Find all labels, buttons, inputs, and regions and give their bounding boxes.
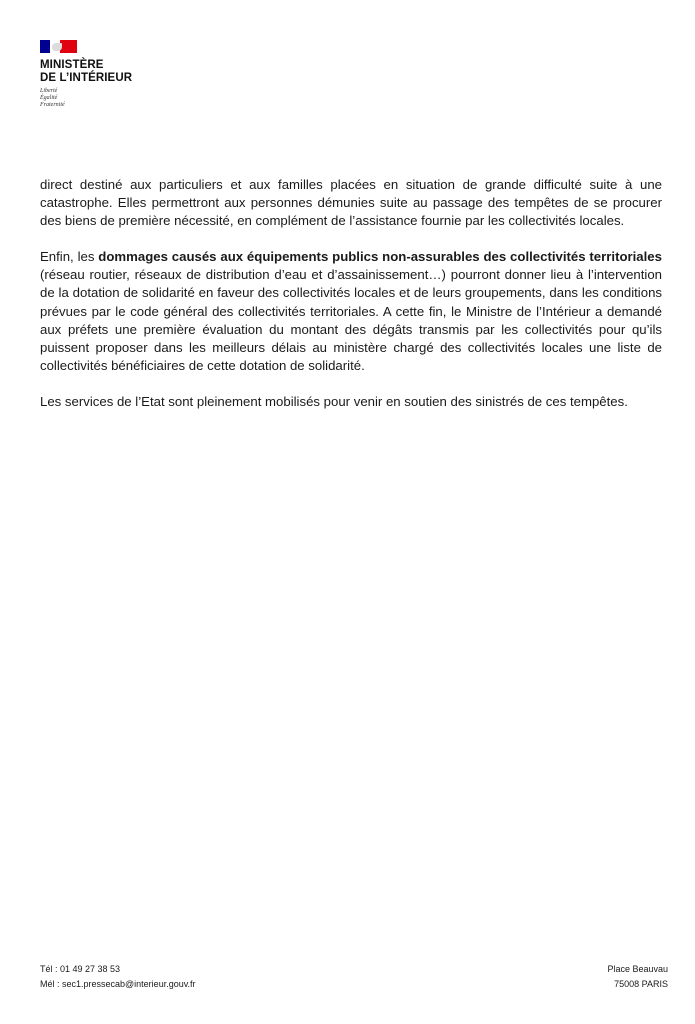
- footer-contact: [40, 962, 196, 992]
- paragraph-2: [40, 248, 662, 375]
- paragraph-2-start: Enfin, les: [40, 249, 99, 265]
- footer-address: [607, 962, 668, 992]
- ministry-name: [40, 59, 132, 85]
- ministry-name-line2: DE L’INTÉRIEUR: [40, 72, 133, 84]
- ministry-logo-block: [40, 40, 132, 109]
- footer-address-line1: Place Beauvau: [607, 964, 668, 974]
- ministry-name-line1: MINISTÈRE: [40, 59, 104, 71]
- document-body: [40, 176, 662, 429]
- paragraph-1: direct destiné aux particuliers et aux familles placées en situation de grande difficulté suite à une catastrophe. Elles permettront aux personnes démunies suite au passage des tempêtes de se procurer des biens de première nécessité, en complément de l’assistance fournie par les collectivités locales.: [40, 177, 662, 229]
- republic-motto: [40, 88, 132, 109]
- motto-egalite: Égalité: [40, 95, 58, 101]
- paragraph-3: Les services de l’Etat sont pleinement mobilisés pour venir en soutien des sinistrés de ces tempêtes.: [40, 393, 628, 409]
- motto-fraternite: Fraternité: [40, 102, 65, 108]
- french-flag-icon: [40, 40, 77, 53]
- footer-phone: Tél : 01 49 27 38 53: [40, 964, 121, 974]
- footer-email: Mél : sec1.pressecab@interieur.gouv.fr: [40, 979, 196, 989]
- paragraph-2-bold: dommages causés aux équipements publics non-assurables des collectivités territoriales: [98, 249, 662, 265]
- motto-liberte: Liberté: [40, 88, 58, 94]
- footer-address-line2: 75008 PARIS: [614, 979, 668, 989]
- paragraph-2-end: (réseau routier, réseaux de distribution d’eau et d’assainissement…) pourront donner lieu à l’intervention de la dotation de solidarité en faveur des collectivités locales et de leurs groupements, dans les conditions prévues par le code général des collectivités territoriales. A cette fin, le Ministre de l’Intérieur a demandé aux préfets une première évaluation du montant des dégâts transmis par les collectivités pour qu’ils puissent proposer dans les meilleurs délais au ministère chargé des collectivités locales une liste de collectivités bénéficiaires de cette dotation de solidarité.: [40, 267, 662, 373]
